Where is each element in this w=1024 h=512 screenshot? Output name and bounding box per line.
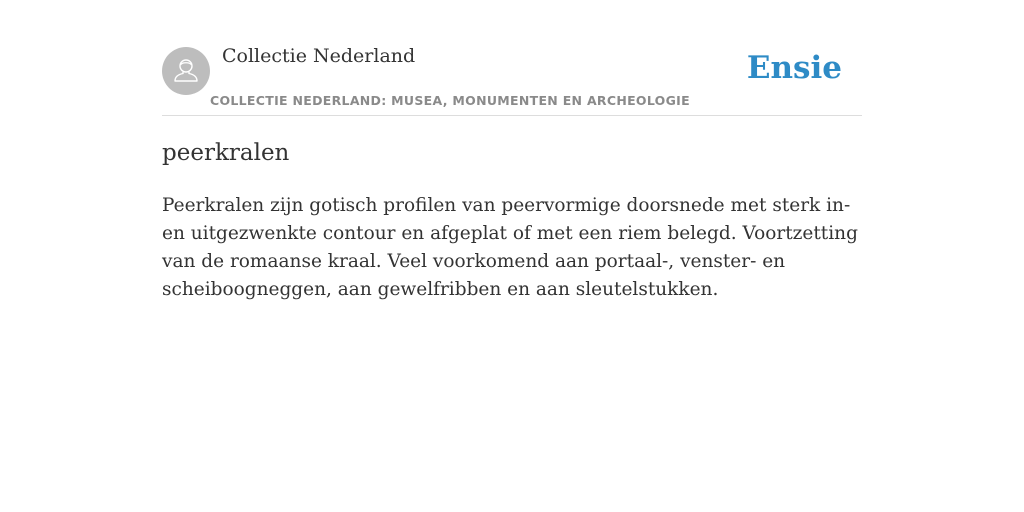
avatar[interactable] bbox=[162, 47, 210, 95]
content bbox=[162, 0, 862, 300]
user-silhouette-icon bbox=[171, 56, 201, 86]
author-name[interactable]: Collectie Nederland bbox=[222, 45, 416, 67]
entry-term: peerkralen bbox=[162, 140, 290, 166]
entry-definition: Peerkralen zijn gotisch profilen van peervormige doorsnede met sterk in- en uitgezwenkte contour en afgeplat of met een riem belegd. Voortzetting van de romaanse kraal. Veel voorkomend aan portaal-, venster- en scheiboogneggen, aan gewelfribben en aan sleutelstukken. bbox=[162, 195, 858, 300]
author-subtitle: COLLECTIE NEDERLAND: MUSEA, MONUMENTEN EN ARCHEOLOGIE bbox=[210, 93, 690, 108]
brand-logo[interactable]: Ensie bbox=[746, 50, 842, 86]
entry-header bbox=[162, 0, 862, 116]
